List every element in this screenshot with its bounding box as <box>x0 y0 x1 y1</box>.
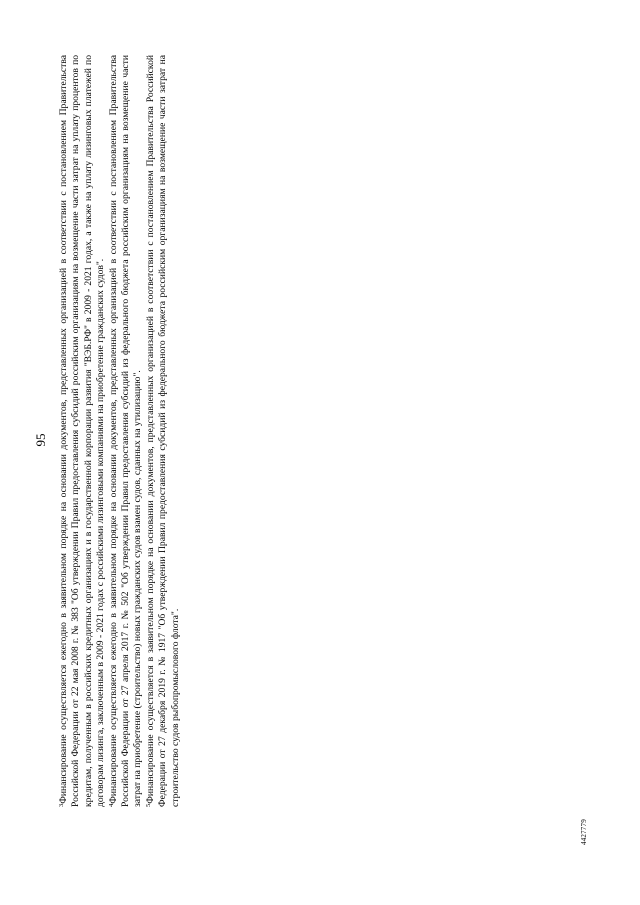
footnote-mark: 5 <box>144 803 152 807</box>
footnotes <box>58 55 182 807</box>
footnote-mark: 3 <box>58 803 65 807</box>
footnote-text: Финансирование осуществляется ежегодно в заявительном порядке на основании документов, представленных организацией в соответствии с постановлением Правительства Российской Федерации от 22 мая 2008 г. № 383 "Об утверждении Правил предоставления субсидий российским организациям на возмещение части затрат на уплату процентов по кредитам, полученным в российских кредитных организациях и в государственной корпорации развития "ВЭБ.РФ" в 2009 - 2021 годах, а также на уплату лизинговых платежей по договорам лизинга, заключенным в 2009 - 2021 годах с российскими лизинговыми компаниями на приобретение гражданских судов". <box>58 55 107 807</box>
document-code: 4427779 <box>580 819 588 845</box>
footnote-text: Финансирование осуществляется ежегодно в заявительном порядке на основании документов, представленных организацией в соответствии с постановлением Правительства Российской Федерации от 27 апреля 2017 г. № 502 "Об утверждении Правил предоставления субсидий из федерального бюджета российским организациям на возмещение части затрат на приобретение (строительство) новых гражданских судов взамен судов, сданных на утилизацию". <box>107 55 144 807</box>
footnote-5 <box>145 55 182 807</box>
rotated-page <box>0 35 640 845</box>
page-number: 95 <box>33 433 48 447</box>
footnote-text: Финансирование осуществляется в заявительном порядке на основании документов, представленных организацией в соответствии с постановлением Правительства Российской Федерации от 27 декабря 2019 г. № 1917 "Об утверждении Правил предоставления субсидий из федерального бюджета российским организациям на возмещение части затрат на строительство судов рыбопромыслового флота". <box>144 55 181 807</box>
footnote-3 <box>58 55 108 807</box>
footnote-4 <box>108 55 145 807</box>
footnote-mark: 4 <box>107 803 115 807</box>
